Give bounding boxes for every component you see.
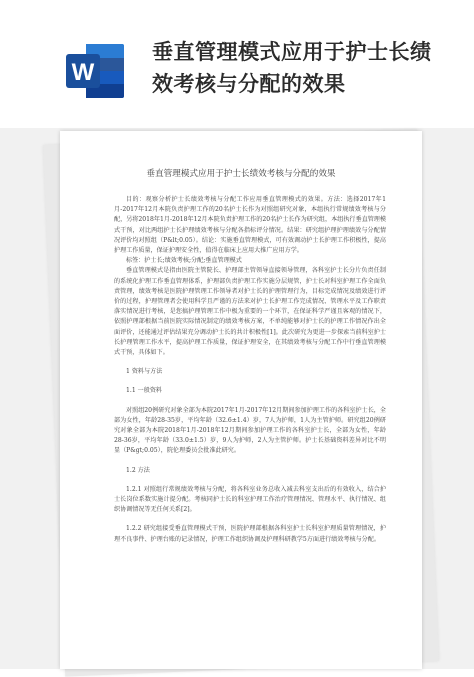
word-icon [64,40,126,102]
section-heading: 1 资料与方法 [126,368,163,376]
document-body [114,195,386,545]
subsection-heading: 1.2 方法 [126,466,150,474]
document-page [60,131,422,669]
method-paragraph: 1.2.1 对照组行常规绩效考核与分配，将各科室业务总收入减去科室支出后的有效收入，结合护士长岗位系数实施计提分配。考核同护士长的科室护理工作治疗管理情况、管理水平、执行情况、组织协调情况等无任何关系[2]。 [114,485,386,514]
header [0,0,474,128]
subsection-heading: 1.1 一般资料 [126,387,163,395]
word-logo-letter: W [71,59,95,86]
page-title [152,36,452,100]
page-title-line2: 效考核与分配的效果 [152,72,346,96]
document-title: 垂直管理模式应用于护士长绩效考核与分配的效果 [146,169,336,179]
method-paragraph: 1.2.2 研究组接受垂直管理模式干预，医院护理部根据各科室护士长科室护理质量管理情况，护理不良事件、护理台账的记录情况，护理工作组织协调及护理科研教学5方面进行绩效考核与分配。 [114,525,386,543]
abstract-paragraph: 目的：观察分析护士长绩效考核与分配工作应用垂直管理模式的效果。方法：选择2017年1月-2017年12月本院负责护理工作的20名护士长作为对照组研究对象，本组执行常规绩效考核与分配，另将2018年1月-2018年12月本院负责护理工作的20名护士长作为研究组，本组执行垂直管理模式干预，对比两组护士长护理绩效考核与分配各指标评分情况。结果：研究组护理护理绩效与分配情况评价均对照组（P&lt;0.05）。结论：实施垂直管理模式，可有效调动护士长护理工作积极性，提高护理工作质量，保证护理安全性，值得在临床上应用大推广应用方学。 [114,196,386,255]
page-title-line1: 垂直管理模式应用于护士长绩 [152,40,432,64]
keywords-line: 标签：护士长;绩效考核;分配;垂直管理模式 [126,257,242,265]
intro-paragraph: 垂直管理模式是指由医院主管院长、护理部主管领导直接领导管理，各科室护士长分片负责任制的系统化护理工作垂直管理体系，护理部负责护理工作实施分层规管，护士长对科室护理工作全面负责管理，绩效考核是医院护理管理工作领导者对护士长的护理管理行为，目标完成情况及绩效进行评价的过程，护理管理者会使用科学且严谨的方法来对护士长护理工作完成情况、管理水平及工作职责落实情况进行考核，是您搞护理管理工作中极为重要的一个环节，在保证科学严谨且客观的情况下，依照护理部根据当前医院实际情况制定的绩效考核方案，不单纯能够对护士长的护理工作情况作出全面评价，还能通过评估结果充分调动护士长的共计积极性[1]。此次研究为更进一步探索当前科室护士长护理管理工作水平，提高护理工作质量，保证护理安全，在其绩效考核与分配工作中行垂直管理模式干预，具体如下。 [114,267,386,357]
general-paragraph: 对照组20例研究对象全部为本院2017年1月-2017年12月期间参加护理工作的各科室护士长，全部为女性，年龄28-35岁，平均年龄（32.6±1.4）岁，7人为护师，1人为主管护师。研究组20例研究对象全部为本院2018年1月-2018年12月期间参加护理工作的各科室护士长，全部为女性，年龄28-36岁，平均年龄（33.0±1.5）岁，9人为护师，2人为主管护师。护士长基础资料差异对比不明显（P&gt;0.05），院伦理委员会批准此研究。 [114,406,386,455]
